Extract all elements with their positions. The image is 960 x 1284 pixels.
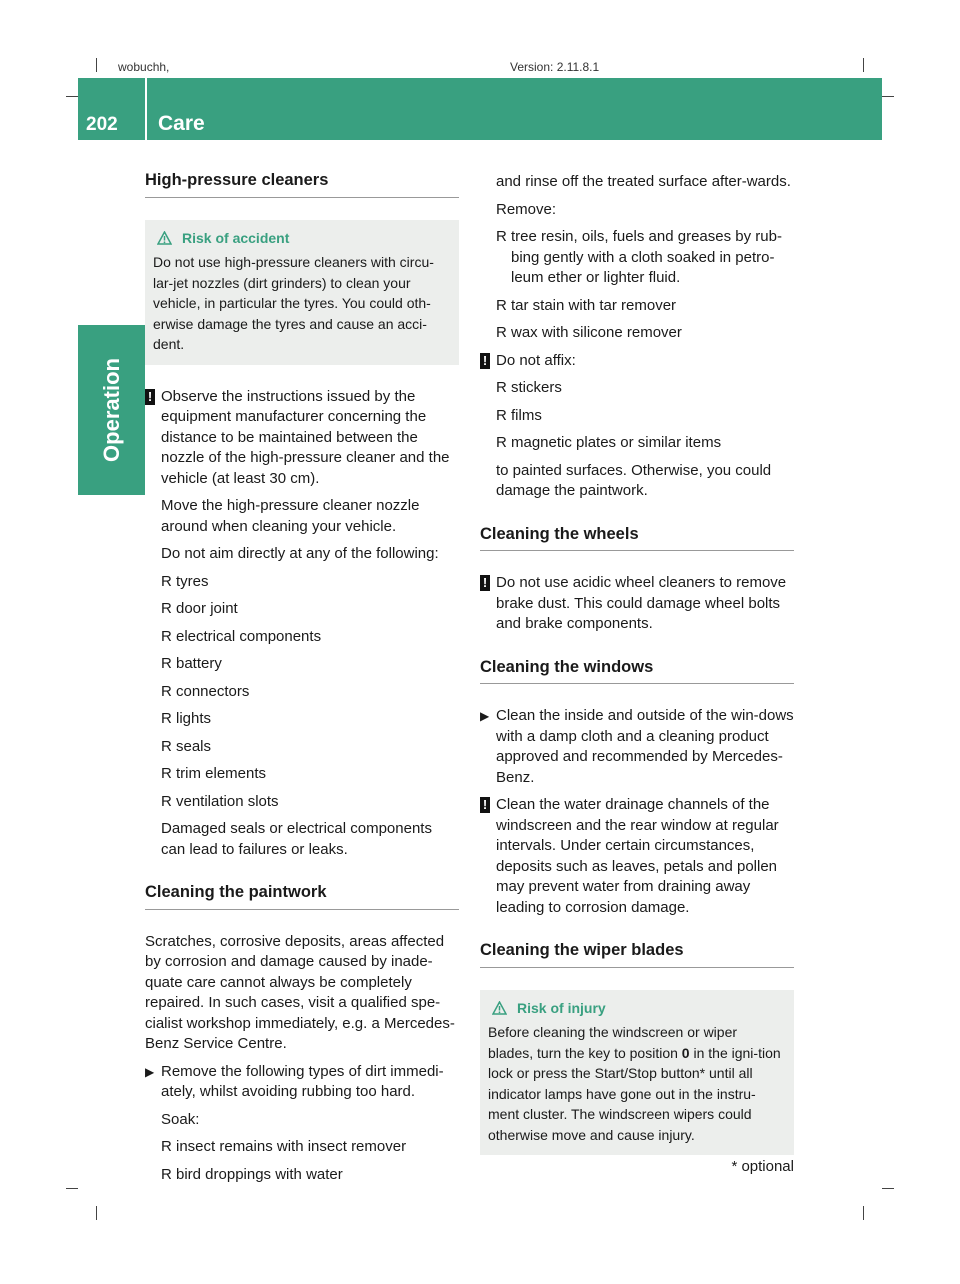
heading-cleaning-paintwork: Cleaning the paintwork: [145, 882, 459, 910]
list-item-text: stickers: [511, 379, 562, 396]
section-tab-label: Operation: [98, 358, 124, 462]
exclamation-icon: !: [480, 575, 490, 591]
list-item-text: lights: [176, 710, 212, 727]
exclamation-icon: !: [480, 797, 490, 813]
note-block: [480, 573, 794, 635]
page-header: [78, 78, 882, 140]
list-item: [496, 323, 794, 344]
section-tab: [78, 325, 145, 495]
exclamation-icon: !: [145, 389, 155, 405]
bullet-icon: R: [161, 655, 172, 672]
list-item-text: connectors: [176, 682, 250, 700]
bullet-icon: R: [496, 434, 507, 451]
heading-cleaning-wiper-blades: Cleaning the wiper blades: [480, 940, 794, 968]
list-item-text: ventilation slots: [176, 792, 279, 810]
crop-mark: [882, 1188, 894, 1189]
list-item-text: insect remains with insect remover: [176, 1138, 407, 1155]
bullet-icon: R: [161, 710, 172, 727]
print-info-left: wobuchh,: [118, 60, 170, 74]
step-text: Remove the following types of dirt immedi-ately, whilst avoiding rubbing too hard.: [161, 1062, 444, 1100]
list-item: [496, 406, 794, 427]
warning-title-text: Risk of injury: [517, 999, 606, 1016]
bullet-icon: R: [161, 765, 172, 782]
exclamation-icon: !: [480, 353, 490, 369]
list-item-text: wax with silicone remover: [511, 324, 682, 341]
list-item-text: tyres: [176, 572, 209, 590]
bullet-icon: R: [161, 1165, 172, 1183]
header-divider: [145, 78, 147, 140]
list-item: [161, 572, 459, 593]
key-position: 0: [681, 1044, 690, 1061]
note-block: [480, 795, 794, 918]
list-item-text: films: [511, 406, 542, 424]
note-text: Do not aim directly at any of the following:: [161, 545, 439, 562]
warning-text: Do not use high-pressure cleaners with circu-lar-jet nozzles (dirt grinders) to clean your vehicle, in particular the tyres. You could oth-erwise damage the tyres and cause an acci-dent.: [153, 254, 434, 352]
heading-cleaning-wheels: Cleaning the wheels: [480, 524, 794, 552]
note-text: Clean the water drainage channels of the windscreen and the rear window at regular intervals. Under certain circumstances, deposits such as leaves, petals and pollen may prevent water from draining away leading to corrosion damage.: [496, 796, 779, 916]
right-column: [480, 172, 794, 1177]
list-item-text: tree resin, oils, fuels and greases by rub-bing gently with a cloth soaked in petro-leum ether or lighter fluid.: [511, 228, 782, 286]
paragraph: and rinse off the treated surface after-wards.: [496, 173, 791, 190]
bullet-list: [161, 1137, 459, 1185]
remove-label: Remove:: [496, 200, 557, 218]
bullet-icon: R: [161, 737, 172, 755]
bullet-icon: R: [161, 572, 172, 590]
list-item-text: bird droppings with water: [176, 1165, 343, 1183]
paragraph: Scratches, corrosive deposits, areas affected by corrosion and damage caused by inade-quate care cannot always be completely repaired. In such cases, visit a qualified spe-cialist workshop immediately, e.g. a Mercedes-Benz Service Centre.: [145, 932, 455, 1052]
instruction-step: [480, 706, 794, 788]
bullet-icon: R: [161, 627, 172, 645]
bullet-icon: R: [496, 296, 507, 314]
bullet-icon: R: [161, 1138, 172, 1155]
page-title: Care: [158, 112, 205, 135]
bullet-list: [496, 227, 794, 344]
note-text: Move the high-pressure cleaner nozzle around when cleaning your vehicle.: [161, 497, 420, 535]
warning-title: [488, 998, 786, 1019]
list-item: [161, 737, 459, 758]
list-item: [161, 764, 459, 785]
list-item: [161, 599, 459, 620]
warning-box: [145, 220, 459, 365]
list-item-text: electrical components: [176, 627, 322, 645]
bullet-icon: R: [161, 600, 172, 617]
crop-mark: [66, 96, 78, 97]
list-item: [496, 296, 794, 317]
list-item: [496, 378, 794, 399]
step-text: Clean the inside and outside of the win-dows with a damp cloth and a cleaning product approved and recommended by Mercedes-Benz.: [496, 707, 794, 786]
warning-text-part: Before cleaning the windscreen or wiper blades, turn the key to position: [488, 1024, 738, 1061]
note-block: [145, 387, 459, 861]
note-text: Do not use acidic wheel cleaners to remove brake dust. This could damage wheel bolts and brake components.: [496, 574, 787, 632]
crop-mark: [66, 1188, 78, 1189]
crop-mark: [96, 58, 97, 72]
note-text: Observe the instructions issued by the equipment manufacturer concerning the distance to be maintained between the nozzle of the high-pressure cleaner and the vehicle (at least 30 cm).: [161, 387, 450, 487]
warning-title: [153, 228, 451, 249]
bullet-icon: R: [496, 379, 507, 396]
bullet-icon: R: [161, 682, 172, 700]
list-item: [161, 654, 459, 675]
note-text: Do not affix:: [496, 351, 576, 369]
crop-mark: [96, 1206, 97, 1220]
print-info-right: Version: 2.11.8.1: [510, 60, 600, 74]
list-item-text: battery: [176, 655, 222, 672]
step-arrow-icon: ▶: [145, 1064, 155, 1079]
crop-mark: [882, 96, 894, 97]
bullet-icon: R: [496, 324, 507, 341]
step-arrow-icon: ▶: [480, 709, 490, 723]
list-item-text: magnetic plates or similar items: [511, 434, 722, 451]
note-text: Damaged seals or electrical components can lead to failures or leaks.: [161, 820, 432, 858]
list-item: [161, 627, 459, 648]
instruction-step: [145, 1062, 459, 1186]
bullet-list: [496, 378, 794, 454]
list-item: [161, 1165, 459, 1186]
crop-mark: [863, 1206, 864, 1220]
bullet-icon: R: [496, 228, 507, 245]
left-column: [145, 170, 459, 1192]
page-number: 202: [86, 114, 118, 135]
list-item: [161, 792, 459, 813]
note-block: [480, 351, 794, 502]
note-text: to painted surfaces. Otherwise, you could damage the paintwork.: [496, 461, 772, 499]
list-item-text: seals: [176, 737, 212, 755]
heading-high-pressure-cleaners: High-pressure cleaners: [145, 170, 459, 198]
warning-triangle-icon: [157, 231, 172, 245]
warning-box: [480, 990, 794, 1156]
crop-mark: [863, 58, 864, 72]
list-item-text: tar stain with tar remover: [511, 296, 677, 314]
soak-label: Soak:: [161, 1110, 200, 1128]
warning-text-part: in the igni-tion lock or press the Start/Stop button* until all indicator lamps have gone out in the instru-ment cluster. The windscreen wipers could otherwise move and cause injury.: [488, 1044, 781, 1143]
list-item-text: trim elements: [176, 765, 267, 782]
continued-step: [480, 172, 794, 344]
optional-footnote: * optional: [731, 1158, 794, 1175]
bullet-icon: R: [496, 406, 507, 424]
list-item: [161, 709, 459, 730]
warning-title-text: Risk of accident: [182, 229, 290, 246]
list-item-text: door joint: [176, 600, 238, 617]
list-item: [161, 1137, 459, 1158]
bullet-icon: R: [161, 792, 172, 810]
warning-triangle-icon: [492, 1001, 507, 1015]
warning-text: [488, 1022, 786, 1145]
list-item: [496, 227, 794, 289]
bullet-list: [161, 572, 459, 813]
list-item: [496, 433, 794, 454]
list-item: [161, 682, 459, 703]
heading-cleaning-windows: Cleaning the windows: [480, 657, 794, 685]
